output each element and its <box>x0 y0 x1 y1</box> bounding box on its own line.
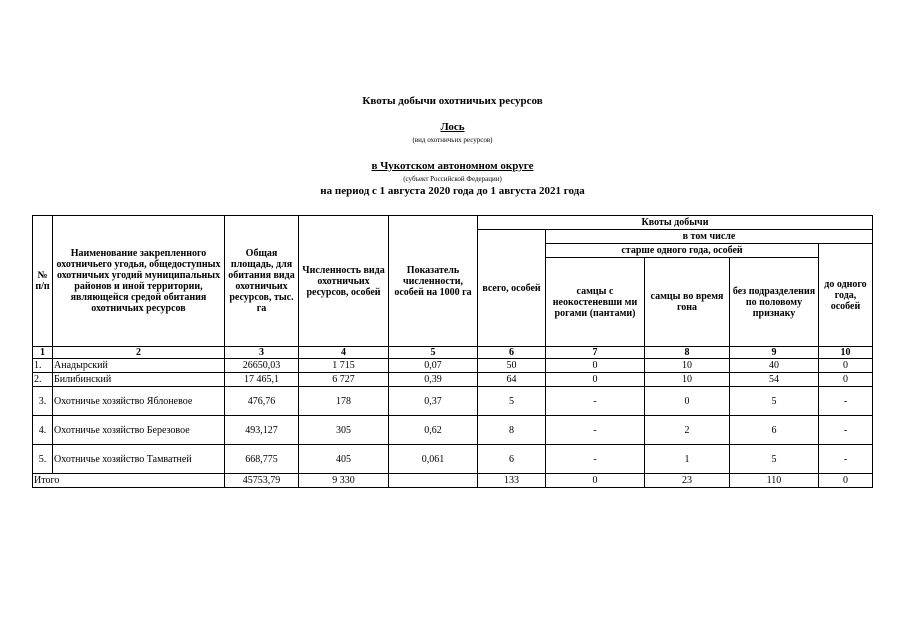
header-area: Общая площадь, для обитания вида охотничьих ресурсов, тыс. га <box>225 216 299 347</box>
table-cell: - <box>546 416 645 445</box>
quota-table <box>32 215 873 488</box>
table-cell: 305 <box>299 416 389 445</box>
table-cell: Охотничье хозяйство Тамватней <box>53 445 225 474</box>
table-cell: Билибинский <box>53 373 225 387</box>
species-name: Лось <box>440 121 465 133</box>
column-number: 8 <box>645 347 730 359</box>
header-older: старше одного года, особей <box>546 244 819 258</box>
table-cell: 0 <box>546 474 645 488</box>
table-cell: 0,061 <box>389 445 478 474</box>
table-cell: 5. <box>33 445 53 474</box>
table-cell: 0,39 <box>389 373 478 387</box>
table-cell: - <box>819 387 873 416</box>
table-cell: 10 <box>645 359 730 373</box>
table-cell: 2 <box>645 416 730 445</box>
table-cell: 405 <box>299 445 389 474</box>
table-cell: 0 <box>546 359 645 373</box>
column-number: 2 <box>53 347 225 359</box>
table-cell: 178 <box>299 387 389 416</box>
document-title: Квоты добычи охотничьих ресурсов <box>362 95 543 107</box>
table-cell: - <box>546 387 645 416</box>
species-note: (вид охотничьих ресурсов) <box>412 136 493 144</box>
column-number: 9 <box>730 347 819 359</box>
table-cell: 9 330 <box>299 474 389 488</box>
table-cell: 54 <box>730 373 819 387</box>
table-cell: 0 <box>819 373 873 387</box>
header-name: Наименование закрепленного охотничьего угодья, общедоступных охотничьих угодий муниципальных районов и иной территории, являющейся средой обитания охотничьих ресурсов <box>53 216 225 347</box>
table-cell: Охотничье хозяйство Березовое <box>53 416 225 445</box>
column-number: 7 <box>546 347 645 359</box>
header-including: в том числе <box>546 230 873 244</box>
table-cell: 0,37 <box>389 387 478 416</box>
table-cell: 2. <box>33 373 53 387</box>
column-number: 3 <box>225 347 299 359</box>
column-number: 6 <box>478 347 546 359</box>
table-cell: 110 <box>730 474 819 488</box>
table-cell: 1 <box>645 445 730 474</box>
table-cell: 1 715 <box>299 359 389 373</box>
table-cell: 0,07 <box>389 359 478 373</box>
table-cell: 6 <box>478 445 546 474</box>
period: на период с 1 августа 2020 года до 1 августа 2021 года <box>320 185 585 197</box>
table-cell: 5 <box>730 445 819 474</box>
total-row <box>33 474 873 488</box>
header-num: № п/п <box>33 216 53 347</box>
table-cell: - <box>546 445 645 474</box>
table-cell: 3. <box>33 387 53 416</box>
header-index: Показатель численности, особей на 1000 га <box>389 216 478 347</box>
table-cell: 1. <box>33 359 53 373</box>
table-cell: 6 <box>730 416 819 445</box>
header-quota: Квоты добычи <box>478 216 873 230</box>
table-cell: 40 <box>730 359 819 373</box>
table-cell: 10 <box>645 373 730 387</box>
table-cell: 64 <box>478 373 546 387</box>
table-cell: 0 <box>645 387 730 416</box>
header-males-velvet: самцы с неокостеневши ми рогами (пантами) <box>546 258 645 347</box>
table-row <box>33 387 873 416</box>
table-row <box>33 445 873 474</box>
table-cell: Охотничье хозяйство Яблоневое <box>53 387 225 416</box>
table-row <box>33 416 873 445</box>
table-cell: 26650,03 <box>225 359 299 373</box>
table-cell: 0 <box>819 474 873 488</box>
table-cell: 23 <box>645 474 730 488</box>
table-cell: 4. <box>33 416 53 445</box>
table-cell: - <box>819 445 873 474</box>
table-cell: 50 <box>478 359 546 373</box>
table-row <box>33 373 873 387</box>
column-number: 1 <box>33 347 53 359</box>
table-cell: 133 <box>478 474 546 488</box>
table-cell: Анадырский <box>53 359 225 373</box>
header-total: всего, особей <box>478 230 546 347</box>
header-count: Численность вида охотничьих ресурсов, особей <box>299 216 389 347</box>
table-cell: 493,127 <box>225 416 299 445</box>
table-cell: 6 727 <box>299 373 389 387</box>
table-cell: 5 <box>478 387 546 416</box>
table-cell: 45753,79 <box>225 474 299 488</box>
table-cell: 668,775 <box>225 445 299 474</box>
table-cell: 0 <box>819 359 873 373</box>
table-cell: 0 <box>546 373 645 387</box>
header-no-sex: без подразделения по половому признаку <box>730 258 819 347</box>
column-number: 5 <box>389 347 478 359</box>
table-cell <box>389 474 478 488</box>
table-cell: 0,62 <box>389 416 478 445</box>
table-cell: - <box>819 416 873 445</box>
column-number: 4 <box>299 347 389 359</box>
header-males-rut: самцы во время гона <box>645 258 730 347</box>
column-number: 10 <box>819 347 873 359</box>
subject-note: (субъект Российской Федерации) <box>403 175 502 183</box>
subject-name: в Чукотском автономном округе <box>371 160 534 172</box>
total-label: Итого <box>33 474 225 488</box>
table-cell: 17 465,1 <box>225 373 299 387</box>
table-cell: 8 <box>478 416 546 445</box>
table-row <box>33 359 873 373</box>
table-cell: 5 <box>730 387 819 416</box>
table-cell: 476,76 <box>225 387 299 416</box>
header-under-one: до одного года, особей <box>819 244 873 347</box>
